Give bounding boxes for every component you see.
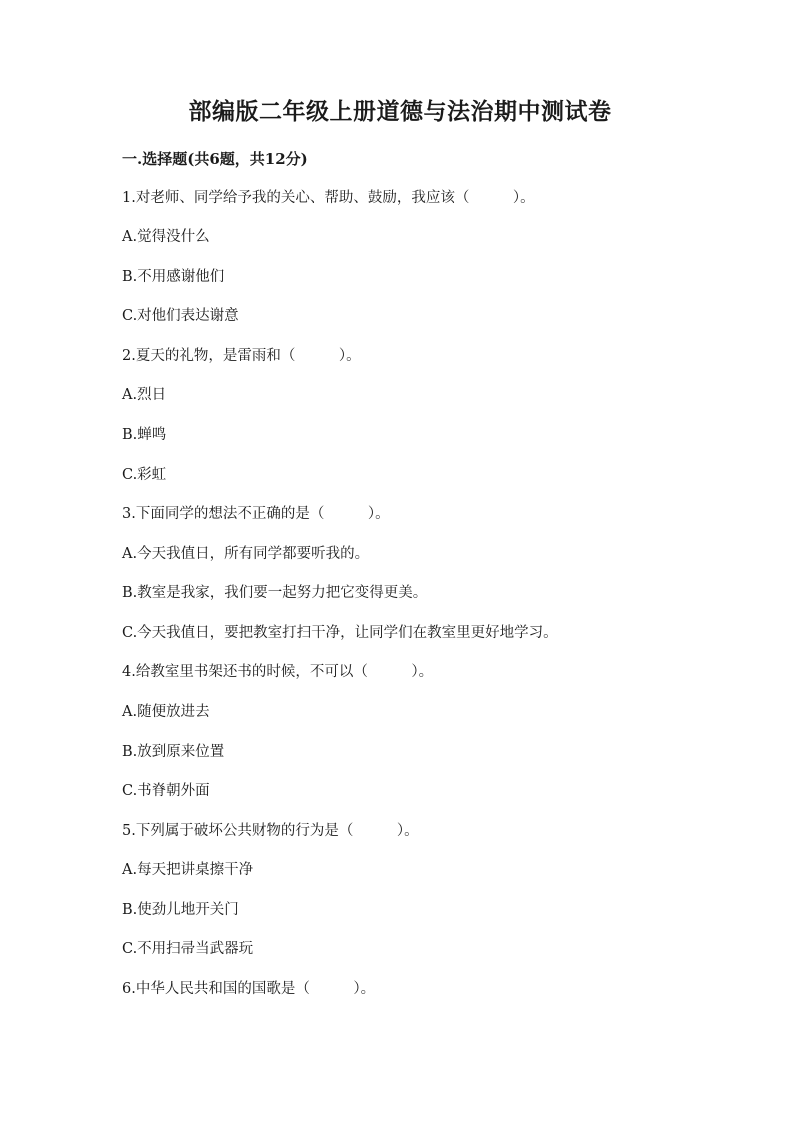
question-stem: 1.对老师、同学给予我的关心、帮助、鼓励，我应该（ ）。 <box>122 190 535 206</box>
question-stem: 6.中华人民共和国的国歌是（ ）。 <box>122 981 376 997</box>
question-stem: 4.给教室里书架还书的时候，不可以（ ）。 <box>122 664 434 680</box>
question-stem: 5.下列属于破坏公共财物的行为是（ ）。 <box>122 823 419 839</box>
question-option: C.对他们表达谢意 <box>122 308 239 324</box>
section-heading: 一.选择题(共6题，共12分) <box>122 150 308 168</box>
question-option: B.不用感谢他们 <box>122 269 225 285</box>
question-stem: 2.夏天的礼物，是雷雨和（ ）。 <box>122 348 361 364</box>
question-option: C.不用扫帚当武器玩 <box>122 941 254 957</box>
question-option: B.使劲儿地开关门 <box>122 902 239 918</box>
question-stem: 3.下面同学的想法不正确的是（ ）。 <box>122 506 390 522</box>
question-option: A.随便放进去 <box>122 704 210 720</box>
question-option: A.觉得没什么 <box>122 229 210 245</box>
question-option: B.蝉鸣 <box>122 427 167 443</box>
question-option: C.书脊朝外面 <box>122 783 210 799</box>
question-option: A.今天我值日，所有同学都要听我的。 <box>122 546 370 562</box>
page-title: 部编版二年级上册道德与法治期中测试卷 <box>188 98 612 125</box>
question-option: B.放到原来位置 <box>122 744 225 760</box>
question-option: C.彩虹 <box>122 467 167 483</box>
question-option: A.烈日 <box>122 387 167 403</box>
question-option: C.今天我值日，要把教室打扫干净，让同学们在教室里更好地学习。 <box>122 625 558 641</box>
question-option: A.每天把讲桌擦干净 <box>122 862 254 878</box>
question-option: B.教室是我家，我们要一起努力把它变得更美。 <box>122 585 428 601</box>
